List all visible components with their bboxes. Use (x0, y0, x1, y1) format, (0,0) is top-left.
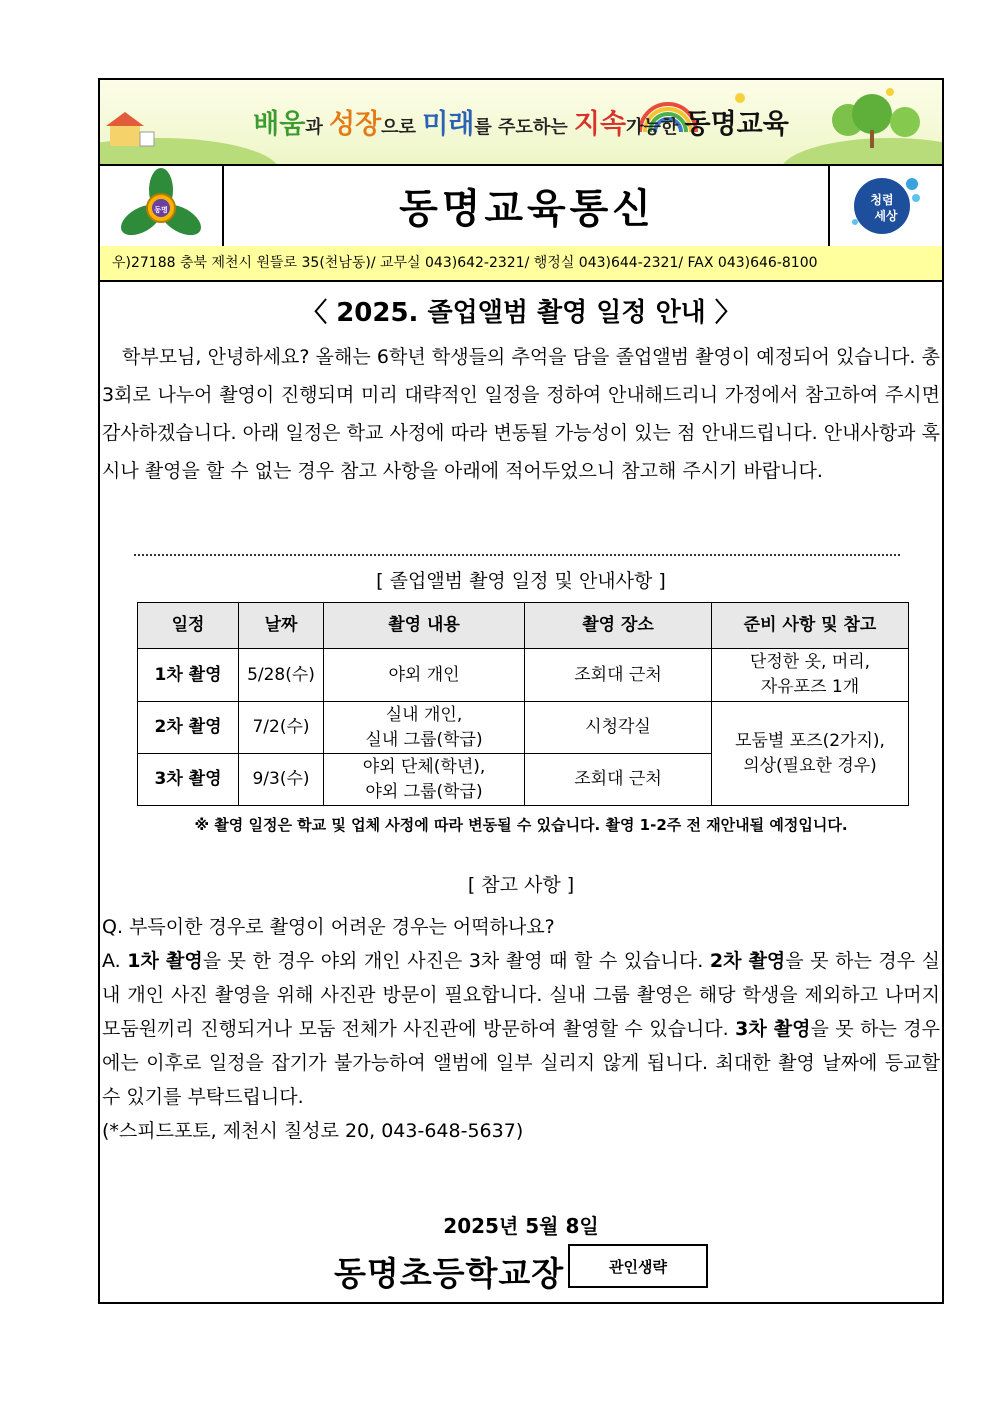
schedule-note: ※ 촬영 일정은 학교 및 업체 사정에 따라 변동될 수 있습니다. 촬영 1-2주 전 재안내될 예정입니다. (194, 816, 848, 834)
cell-round: 3차 촬영 (138, 754, 239, 806)
cell-content (324, 702, 525, 754)
slogan-text (100, 102, 942, 141)
slogan-part: 성장 (329, 109, 382, 140)
table-row (138, 649, 909, 702)
cell-prep-line: 의상(필요한 경우) (743, 755, 877, 776)
header-round: 일정 (138, 603, 239, 649)
slogan-part: 지속 (573, 109, 627, 140)
cell-prep-line: 자유포즈 1개 (760, 677, 860, 697)
schedule-caption: [ 졸업앨범 촬영 일정 및 안내사항 ] (376, 570, 666, 592)
emblem-label: 동명 (154, 206, 168, 214)
cell-prep-line: 단정한 옷, 머리, (749, 652, 871, 672)
cell-date: 7/2(수) (239, 702, 324, 754)
answer-round-1: 1차 촬영 (127, 950, 203, 972)
cell-content-line: 실내 개인, (385, 704, 463, 725)
studio-info: (*스피드포토, 제천시 칠성로 20, 043-648-5637) (102, 1120, 524, 1142)
qa-section (102, 910, 940, 1148)
header-place: 촬영 장소 (525, 603, 712, 649)
schedule-table (137, 602, 909, 806)
integrity-logo (828, 164, 942, 246)
qa-answer (102, 944, 940, 1114)
integrity-logo-icon (830, 164, 940, 246)
slogan-part: 미래 (422, 109, 475, 140)
answer-text-3: 을 못 하는 경우에는 이후로 일정을 잡기가 불가능하여 앨범에 일부 실리지 않게 됩니다. 최대한 촬영 날짜에 등교할 수 있기를 부탁드립니다. (102, 1018, 941, 1108)
cell-prep-line: 모둠별 포즈(2가지), (735, 730, 885, 751)
cell-content-line: 야외 그룹(학급) (365, 781, 483, 802)
slogan-part: 가능한 (626, 117, 685, 138)
cell-prep-shared (712, 702, 909, 806)
cell-place: 조회대 근처 (525, 754, 712, 806)
title-row (100, 164, 942, 248)
issue-date: 2025년 5월 8일 (443, 1214, 599, 1238)
newsletter-frame (98, 78, 944, 1304)
header-date: 날짜 (239, 603, 324, 649)
slogan-part: 과 (305, 117, 329, 138)
cell-content-line: 야외 단체(학년), (362, 756, 486, 777)
cell-date: 9/3(수) (239, 754, 324, 806)
school-emblem (100, 164, 224, 246)
newsletter-title: 동명교육통신 (399, 184, 655, 232)
cell-place: 시청각실 (525, 702, 712, 754)
dotted-divider (134, 554, 900, 556)
principal-signature: 동명초등학교장 (334, 1254, 565, 1293)
slogan-part: 으로 (381, 117, 423, 138)
logo-text-2: 세상 (874, 209, 898, 223)
cell-content: 야외 개인 (324, 649, 525, 702)
answer-prefix: A. (102, 950, 128, 972)
cell-date: 5/28(수) (239, 649, 324, 702)
cell-prep (712, 649, 909, 702)
slogan-part: 배움 (253, 109, 306, 140)
header-prep: 준비 사항 및 참고 (712, 603, 909, 649)
table-header-row (138, 603, 909, 649)
seal-omitted-box: 관인생략 (568, 1244, 708, 1288)
cell-content-line: 실내 그룹(학급) (365, 729, 483, 750)
school-emblem-icon (100, 164, 220, 246)
answer-round-3: 3차 촬영 (735, 1018, 811, 1040)
header-content: 촬영 내용 (324, 603, 525, 649)
qa-question: Q. 부득이한 경우로 촬영이 어려운 경우는 어떡하나요? (102, 916, 555, 938)
notice-title: 〈 2025. 졸업앨범 촬영 일정 안내 〉 (301, 298, 741, 328)
cell-round: 2차 촬영 (138, 702, 239, 754)
cell-place: 조회대 근처 (525, 649, 712, 702)
cell-round: 1차 촬영 (138, 649, 239, 702)
slogan-part: 동명교육 (684, 109, 789, 140)
answer-round-2: 2차 촬영 (709, 950, 786, 972)
answer-text-1: 을 못 한 경우 야외 개인 사진은 3차 촬영 때 할 수 있습니다. (202, 950, 710, 972)
school-address: 우)27188 충북 제천시 원뜰로 35(천남동)/ 교무실 043)642-2321/ 행정실 043)644-2321/ FAX 043)646-8100 (100, 246, 942, 282)
answer-text-2: 을 못 하는 경우 실내 개인 사진 촬영을 위해 사진관 방문이 필요합니다. 실내 그룹 촬영은 해당 학생을 제외하고 나머지 모둠원끼리 진행되거나 모둠 전체가 사진관에 방문하여 촬영할 수 있습니다. (102, 950, 940, 1040)
reference-caption: [ 참고 사항 ] (467, 874, 575, 896)
slogan-banner (100, 80, 942, 166)
logo-text-1: 청렴 (870, 193, 894, 207)
cell-content (324, 754, 525, 806)
intro-paragraph: 학부모님, 안녕하세요? 올해는 6학년 학생들의 추억을 담을 졸업앨범 촬영이 예정되어 있습니다. 총 3회로 나누어 촬영이 진행되며 미리 대략적인 일정을 정하여 안내해드리니 가정에서 참고하여 주시면 감사하겠습니다. 아래 일정은 학교 사정에 따라 변동될 가능성이 있는 점 안내드립니다. 안내사항과 혹시나 촬영을 할 수 없는 경우 참고 사항을 아래에 적어두었으니 참고해 주시기 바랍니다. (102, 346, 940, 482)
slogan-part: 를 주도하는 (474, 117, 574, 138)
table-row (138, 702, 909, 754)
